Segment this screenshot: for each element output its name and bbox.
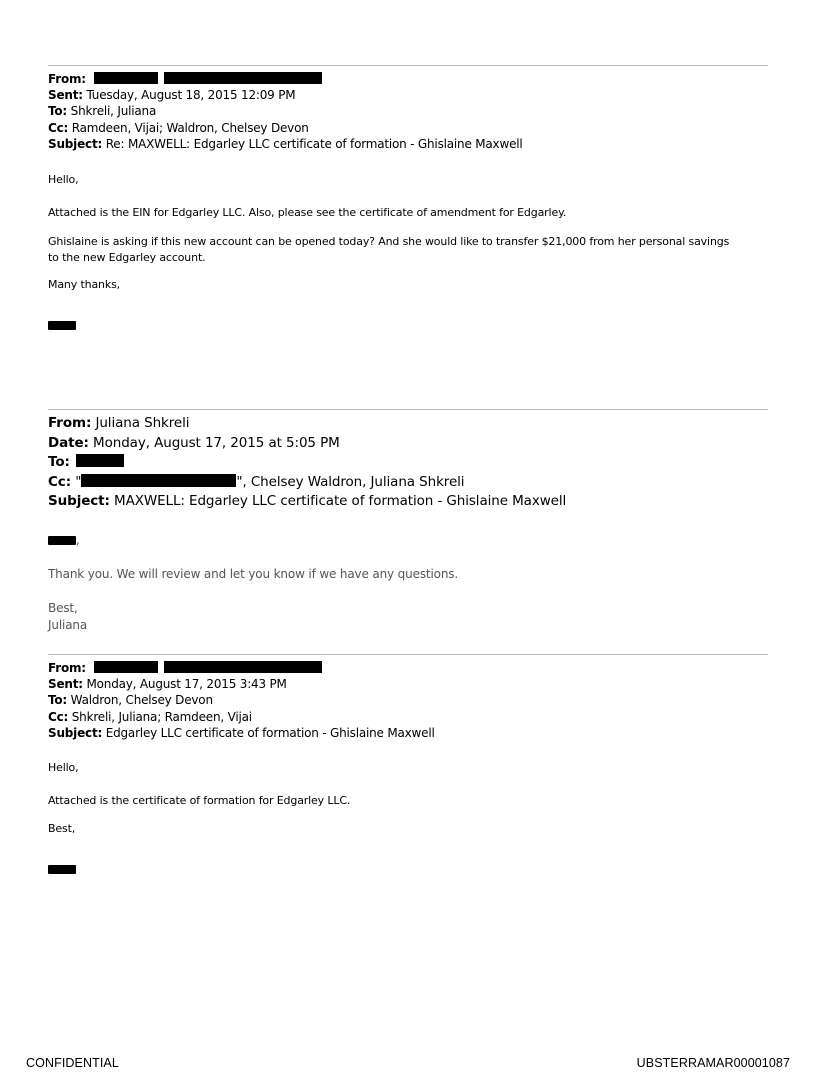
- subject-label: Subject:: [48, 725, 103, 740]
- email-1-subject-row: [48, 136, 768, 152]
- separator-rule-2: [48, 409, 768, 410]
- email-2-body: [48, 532, 768, 634]
- redaction-block: [48, 321, 76, 330]
- redaction-block: [76, 454, 124, 467]
- email-1-signature: [48, 318, 768, 334]
- email-2-subject-value: MAXWELL: Edgarley LLC certificate of formation - Ghislaine Maxwell: [114, 493, 567, 509]
- email-3-sent-row: [48, 676, 768, 692]
- footer-confidential: CONFIDENTIAL: [26, 1056, 119, 1070]
- cc-label: Cc:: [48, 473, 72, 490]
- email-3-to-row: [48, 692, 768, 708]
- cc-label: Cc:: [48, 120, 69, 135]
- email-2-date-row: [48, 434, 768, 454]
- email-3-paragraph-1: Attached is the certificate of formation for Edgarley LLC.: [48, 794, 351, 807]
- email-1-closing: Many thanks,: [48, 278, 121, 291]
- email-2-date-value: Monday, August 17, 2015 at 5:05 PM: [93, 434, 340, 451]
- separator-rule-3: [48, 654, 768, 655]
- email-3-signature: [48, 862, 768, 878]
- from-label: From:: [48, 415, 92, 431]
- email-3-to-value: Waldron, Chelsey Devon: [70, 693, 213, 708]
- email-2-paragraph-1: Thank you. We will review and let you know if we have any questions.: [48, 567, 459, 581]
- redaction-block: [48, 865, 76, 874]
- email-2-cc-value: ", Chelsey Waldron, Juliana Shkreli: [236, 473, 465, 490]
- email-3-body: [48, 760, 768, 878]
- email-1-sent-row: [48, 87, 768, 103]
- email-2-header: [48, 414, 768, 512]
- footer-bates-number: UBSTERRAMAR00001087: [636, 1056, 790, 1070]
- email-2-cc-open-quote: ": [75, 473, 82, 490]
- email-2-subject-row: [48, 492, 768, 512]
- email-2-greeting-suffix: ,: [76, 533, 80, 547]
- to-label: To:: [48, 104, 68, 119]
- email-1-paragraph-2-line-1: Ghislaine is asking if this new account can be opened today? And she would like to transfer $21,000 from her personal savings: [48, 235, 730, 248]
- sent-label: Sent:: [48, 88, 83, 103]
- email-2-from-row: [48, 414, 768, 434]
- redaction-block: [48, 536, 76, 545]
- redaction-block: [81, 474, 236, 487]
- email-1-to-value: Shkreli, Juliana: [70, 104, 157, 119]
- email-2-greeting: [48, 532, 768, 549]
- email-1-header: [48, 71, 768, 152]
- email-1-to-row: [48, 103, 768, 119]
- from-label: From:: [48, 661, 86, 675]
- redaction-block: [94, 661, 158, 673]
- redaction-block: [164, 72, 322, 84]
- email-3-sent-value: Monday, August 17, 2015 3:43 PM: [86, 677, 287, 692]
- email-3-from-row: [48, 660, 768, 676]
- date-label: Date:: [48, 434, 89, 451]
- email-1-from-row: [48, 71, 768, 87]
- email-3-cc-row: [48, 709, 768, 725]
- email-2-signature: Juliana: [48, 618, 88, 632]
- email-1-body: [48, 172, 768, 334]
- email-3-cc-value: Shkreli, Juliana; Ramdeen, Vijai: [71, 709, 252, 724]
- email-1-paragraph-1: Attached is the EIN for Edgarley LLC. Also, please see the certificate of amendment for Edgarley.: [48, 206, 567, 219]
- email-1-cc-value: Ramdeen, Vijai; Waldron, Chelsey Devon: [71, 120, 309, 135]
- email-2-closing: Best,: [48, 601, 78, 615]
- sent-label: Sent:: [48, 677, 83, 692]
- email-2-cc-row: [48, 473, 768, 493]
- to-label: To:: [48, 693, 68, 708]
- subject-label: Subject:: [48, 493, 110, 509]
- email-3-subject-value: Edgarley LLC certificate of formation - Ghislaine Maxwell: [105, 725, 435, 740]
- email-1-greeting: Hello,: [48, 173, 79, 186]
- email-1-subject-value: Re: MAXWELL: Edgarley LLC certificate of formation - Ghislaine Maxwell: [105, 136, 523, 151]
- email-3-header: [48, 660, 768, 741]
- email-3-closing: Best,: [48, 822, 76, 835]
- email-1-paragraph-2-line-2: to the new Edgarley account.: [48, 251, 206, 264]
- email-3-greeting: Hello,: [48, 761, 79, 774]
- email-2-to-row: [48, 453, 768, 473]
- to-label: To:: [48, 454, 70, 470]
- email-1-cc-row: [48, 120, 768, 136]
- from-label: From:: [48, 72, 86, 86]
- email-2-from-value: Juliana Shkreli: [95, 415, 190, 431]
- email-3-subject-row: [48, 725, 768, 741]
- separator-rule-1: [48, 65, 768, 66]
- cc-label: Cc:: [48, 709, 69, 724]
- email-1-sent-value: Tuesday, August 18, 2015 12:09 PM: [86, 88, 296, 103]
- subject-label: Subject:: [48, 136, 103, 151]
- redaction-block: [94, 72, 158, 84]
- redaction-block: [164, 661, 322, 673]
